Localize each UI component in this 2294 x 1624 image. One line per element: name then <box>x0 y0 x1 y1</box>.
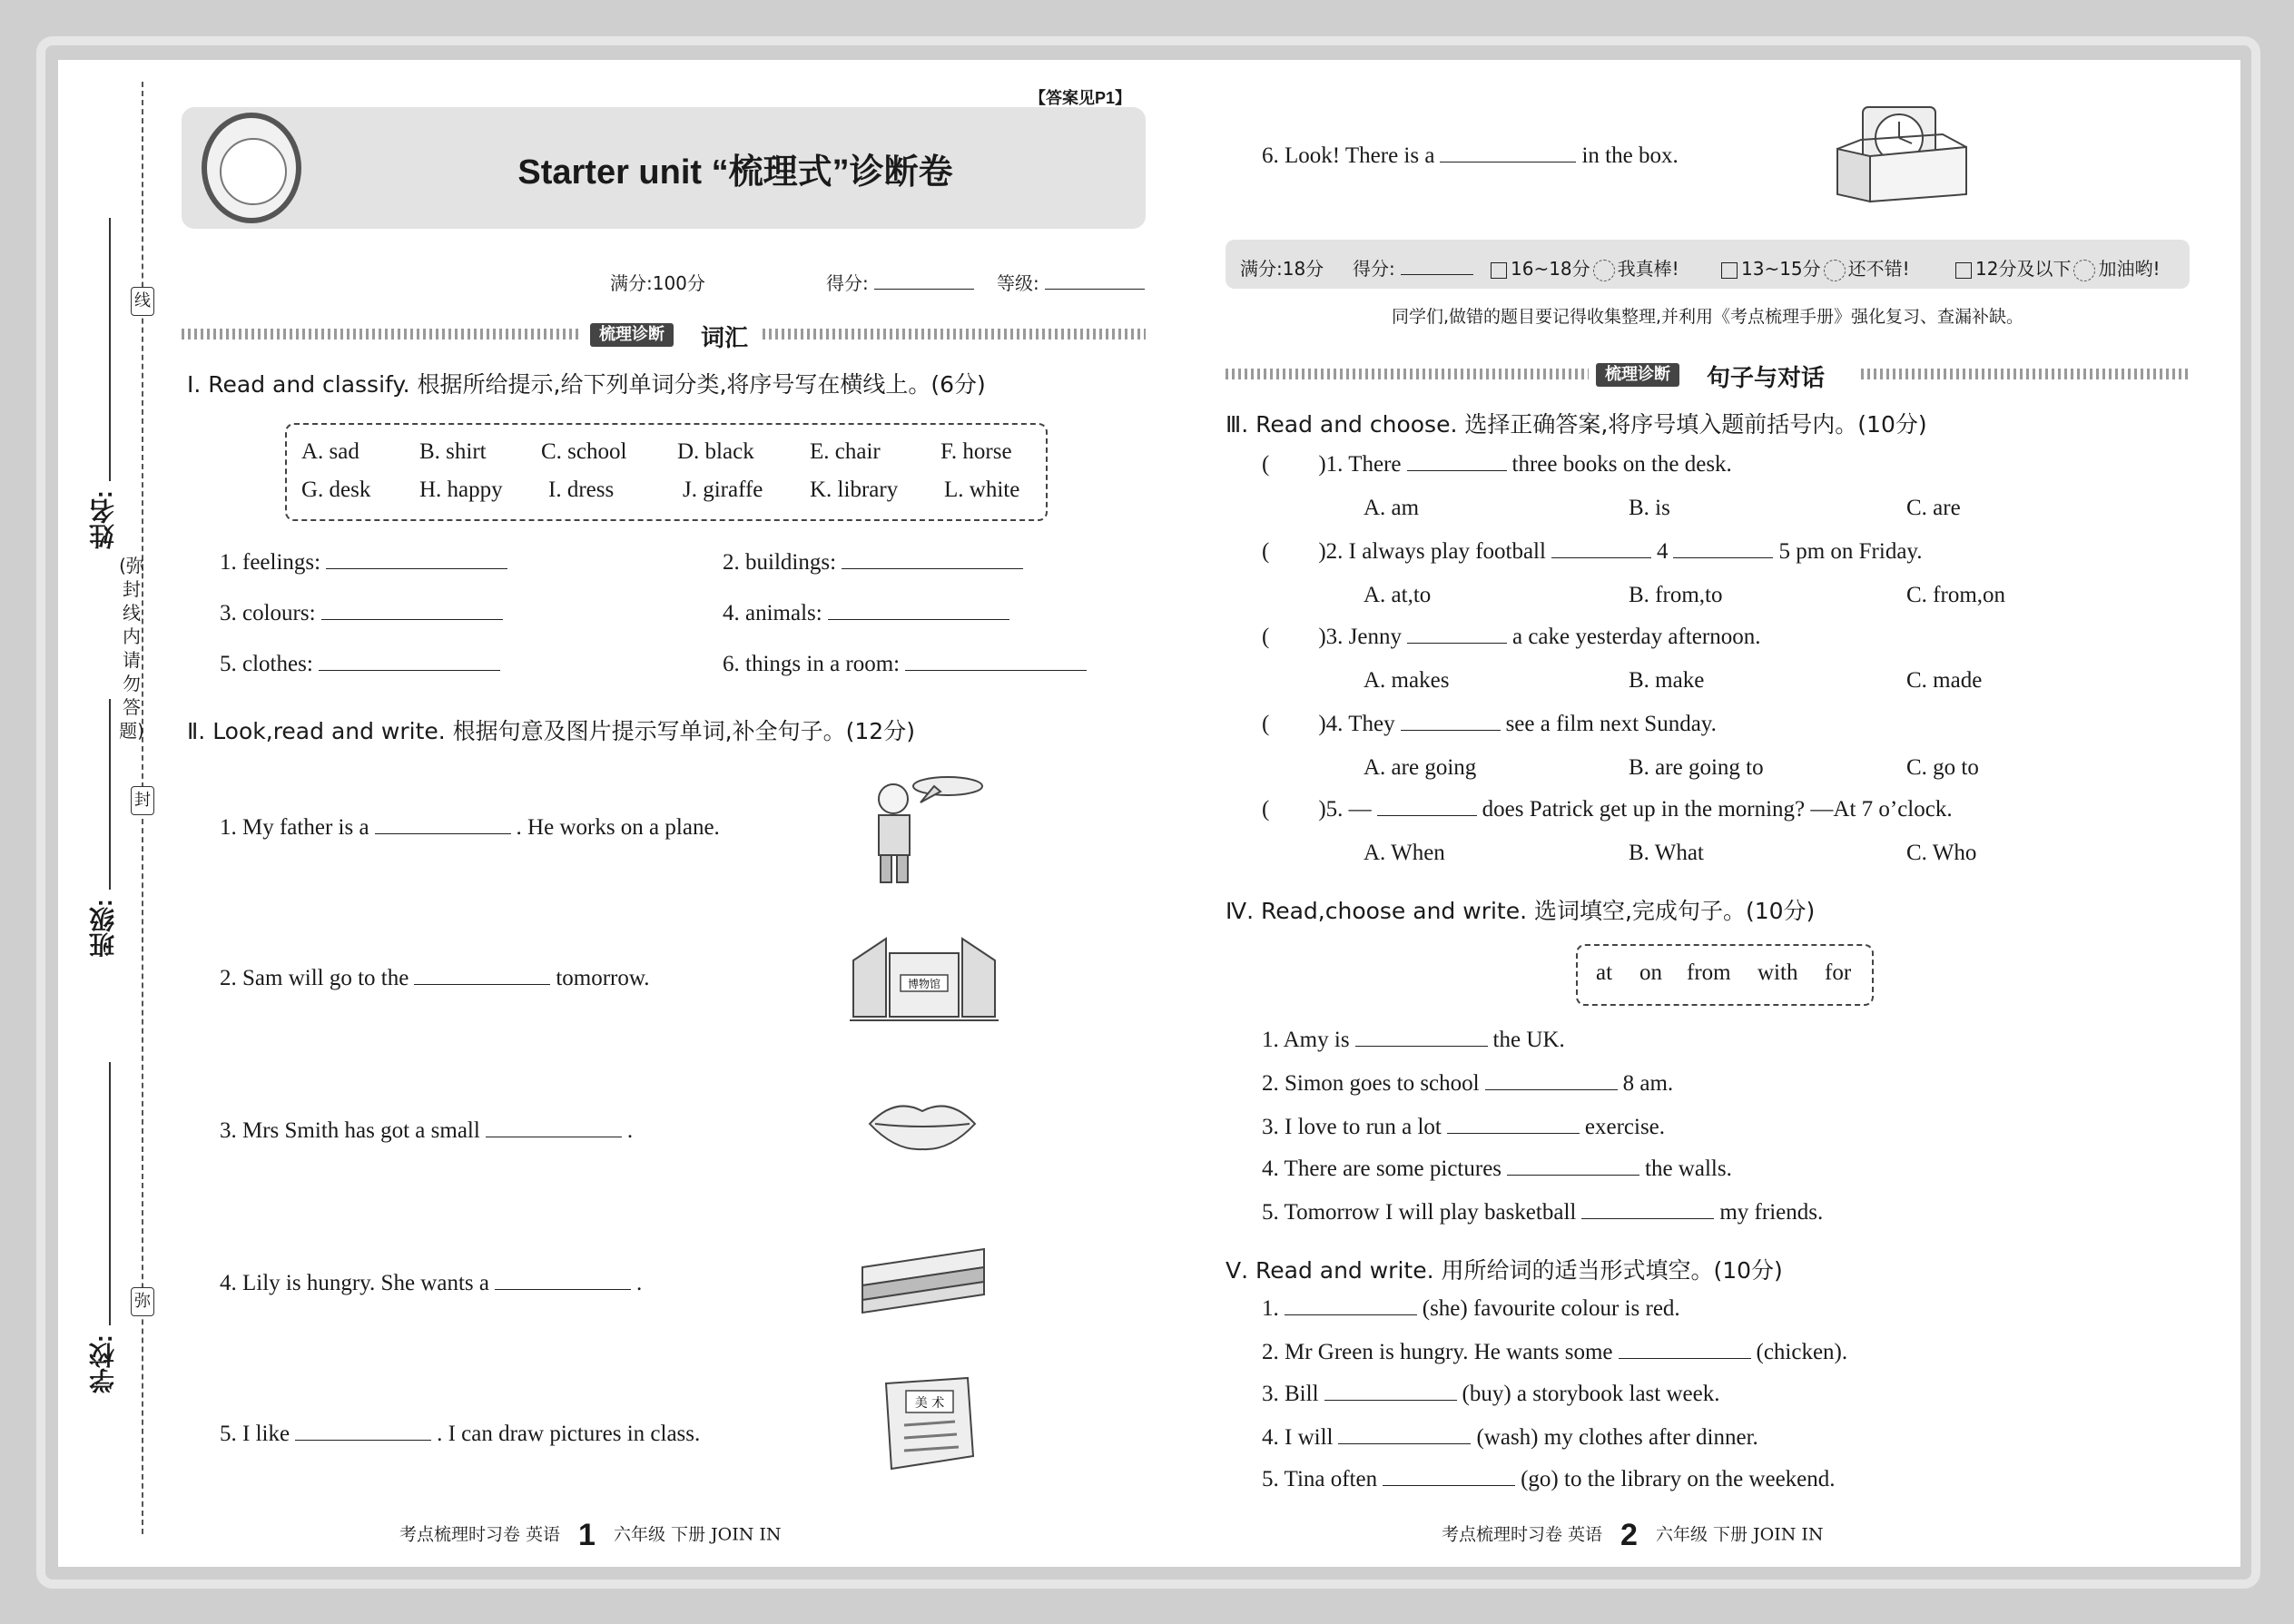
q5-item-5: 5. Tina often (go) to the library on the weekend. <box>1262 1467 1836 1491</box>
strip-opt2[interactable]: 13~15分 还不错! <box>1721 254 1910 281</box>
q3-1-opt-c: C. are <box>1906 496 1961 520</box>
word-k: K. library <box>810 477 899 502</box>
review-tip: 同学们,做错的题目要记得收集整理,并利用《考点梳理手册》强化复习、查漏补缺。 <box>1391 307 2024 327</box>
q1-item-4: 4. animals: <box>723 601 1015 626</box>
q3-4-opt-a: A. are going <box>1364 755 1477 780</box>
strip-score: 得分: <box>1353 254 1479 281</box>
art-sign: 美 术 <box>914 1396 945 1411</box>
word-g: G. desk <box>301 477 371 502</box>
q3-2-opt-b: B. from,to <box>1629 583 1723 607</box>
footer-right: 考点梳理时习卷 英语 2 六年级 下册 JOIN IN <box>1442 1518 1824 1552</box>
strip-opt3[interactable]: 12分及以下 加油哟! <box>1955 254 2160 281</box>
footer-left: 考点梳理时习卷 英语 1 六年级 下册 JOIN IN <box>399 1518 782 1552</box>
sandwich-image <box>857 1240 991 1316</box>
q3-3-opt-c: C. made <box>1906 668 1983 693</box>
answer-ref: 【答案见P1】 <box>1029 89 1132 107</box>
page-number-1: 1 <box>578 1518 596 1552</box>
page-number-2: 2 <box>1620 1518 1638 1552</box>
line-mark: 线 <box>131 287 154 316</box>
q1-word-box <box>285 423 1048 521</box>
q3-5-opt-a: A. When <box>1364 841 1445 865</box>
q3-item-4: ( )4. They see a film next Sunday. <box>1262 712 1717 736</box>
q1-heading: Ⅰ. Read and classify. 根据所给提示,给下列单词分类,将序号写在横线上。(6分) <box>187 371 986 398</box>
word-e: E. chair <box>810 439 881 464</box>
q4-word-from: from <box>1687 960 1731 985</box>
q4-heading: Ⅳ. Read,choose and write. 选词填空,完成句子。(10分) <box>1226 898 1816 924</box>
q3-5-opt-c: C. Who <box>1906 841 1977 865</box>
dialog-section-bar <box>1226 363 2190 392</box>
q3-5-opt-b: B. What <box>1629 841 1704 865</box>
word-j: J. giraffe <box>683 477 763 502</box>
q3-3-opt-a: A. makes <box>1364 668 1450 693</box>
dialog-title: 句子与对话 <box>1707 365 1826 392</box>
name-line <box>109 218 111 481</box>
vocab-tag: 梳理诊断 <box>590 323 674 347</box>
q1-item-1: 1. feelings: <box>220 550 513 576</box>
q2-item-4: 4. Lily is hungry. She wants a . <box>220 1271 643 1295</box>
q3-2-opt-a: A. at,to <box>1364 583 1432 607</box>
q3-item-2: ( )2. I always play football 4 5 pm on Friday. <box>1262 539 1923 564</box>
word-l: L. white <box>944 477 1020 502</box>
vocab-section-bar <box>182 323 1146 352</box>
q5-item-4: 4. I will (wash) my clothes after dinner. <box>1262 1425 1758 1450</box>
q4-word-with: with <box>1757 960 1798 985</box>
art-book-image <box>868 1374 980 1478</box>
q1-item-3: 3. colours: <box>220 601 508 626</box>
q3-item-3: ( )3. Jenny a cake yesterday afternoon. <box>1262 625 1761 649</box>
word-f: F. horse <box>940 439 1012 464</box>
mouth-image <box>866 1095 979 1155</box>
q4-item-2: 2. Simon goes to school 8 am. <box>1262 1071 1674 1096</box>
full-score: 满分:100分 <box>610 272 705 294</box>
museum-sign: 博物馆 <box>907 978 941 990</box>
q3-2-opt-c: C. from,on <box>1906 583 2006 607</box>
q2-item-1: 1. My father is a . He works on a plane. <box>220 815 720 840</box>
q4-word-on: on <box>1639 960 1662 985</box>
q4-item-3: 3. I love to run a lot exercise. <box>1262 1115 1666 1139</box>
q3-3-opt-b: B. make <box>1629 668 1705 693</box>
word-c: C. school <box>541 439 627 464</box>
q1-item-6: 6. things in a room: <box>723 652 1092 677</box>
q4-item-1: 1. Amy is the UK. <box>1262 1028 1565 1052</box>
grade-field: 等级: <box>997 269 1150 295</box>
class-line <box>109 699 111 890</box>
secret-mark: 弥 <box>131 1287 154 1316</box>
clock-box-image <box>1834 103 1970 203</box>
word-a: A. sad <box>301 439 359 464</box>
page-title: Starter unit “梳理式”诊断卷 <box>517 153 953 192</box>
dialog-tag: 梳理诊断 <box>1596 363 1679 387</box>
q2-item-2: 2. Sam will go to the tomorrow. <box>220 966 650 990</box>
q4-word-at: at <box>1596 960 1613 985</box>
publisher-logo <box>202 113 301 223</box>
pilot-image <box>857 768 984 886</box>
q5-item-3: 3. Bill (buy) a storybook last week. <box>1262 1382 1720 1406</box>
strip-full-score: 满分:18分 <box>1240 258 1324 280</box>
q3-1-opt-a: A. am <box>1364 496 1420 520</box>
class-label: 班级: <box>89 899 117 959</box>
score-field: 得分: <box>826 269 980 295</box>
q5-item-2: 2. Mr Green is hungry. He wants some (chicken). <box>1262 1340 1848 1364</box>
word-i: I. dress <box>548 477 615 502</box>
q3-item-1: ( )1. There three books on the desk. <box>1262 452 1732 477</box>
q1-item-5: 5. clothes: <box>220 652 506 677</box>
q5-heading: Ⅴ. Read and write. 用所给词的适当形式填空。(10分) <box>1226 1257 1783 1284</box>
seal-mark: 封 <box>131 786 154 815</box>
word-h: H. happy <box>419 477 503 502</box>
school-label: 学校: <box>89 1334 117 1394</box>
q4-item-4: 4. There are some pictures the walls. <box>1262 1156 1732 1181</box>
q3-4-opt-c: C. go to <box>1906 755 1979 780</box>
q3-item-5: ( )5. — does Patrick get up in the morning? —At 7 o’clock. <box>1262 797 1953 822</box>
score-strip <box>1226 240 2190 289</box>
name-label: 姓名: <box>89 490 117 550</box>
q3-1-opt-b: B. is <box>1629 496 1670 520</box>
word-b: B. shirt <box>419 439 487 464</box>
q2-heading: Ⅱ. Look,read and write. 根据句意及图片提示写单词,补全句子。(12分) <box>187 718 915 744</box>
q3-heading: Ⅲ. Read and choose. 选择正确答案,将序号填入题前括号内。(10分) <box>1226 411 1927 438</box>
q4-word-for: for <box>1825 960 1852 985</box>
word-d: D. black <box>677 439 754 464</box>
q5-item-1: 1. (she) favourite colour is red. <box>1262 1296 1680 1321</box>
museum-image <box>850 935 999 1026</box>
seal-note: (弥封线内请勿答题) <box>119 555 144 742</box>
q2-item-6: 6. Look! There is a in the box. <box>1262 143 1679 168</box>
school-line <box>109 1062 111 1325</box>
q1-item-2: 2. buildings: <box>723 550 1029 576</box>
q2-item-5: 5. I like . I can draw pictures in class. <box>220 1422 701 1446</box>
q2-item-3: 3. Mrs Smith has got a small . <box>220 1118 634 1143</box>
q3-4-opt-b: B. are going to <box>1629 755 1764 780</box>
q4-item-5: 5. Tomorrow I will play basketball my friends. <box>1262 1200 1824 1225</box>
strip-opt1[interactable]: 16~18分 我真棒! <box>1491 254 1679 281</box>
vocab-title: 词汇 <box>701 325 749 352</box>
